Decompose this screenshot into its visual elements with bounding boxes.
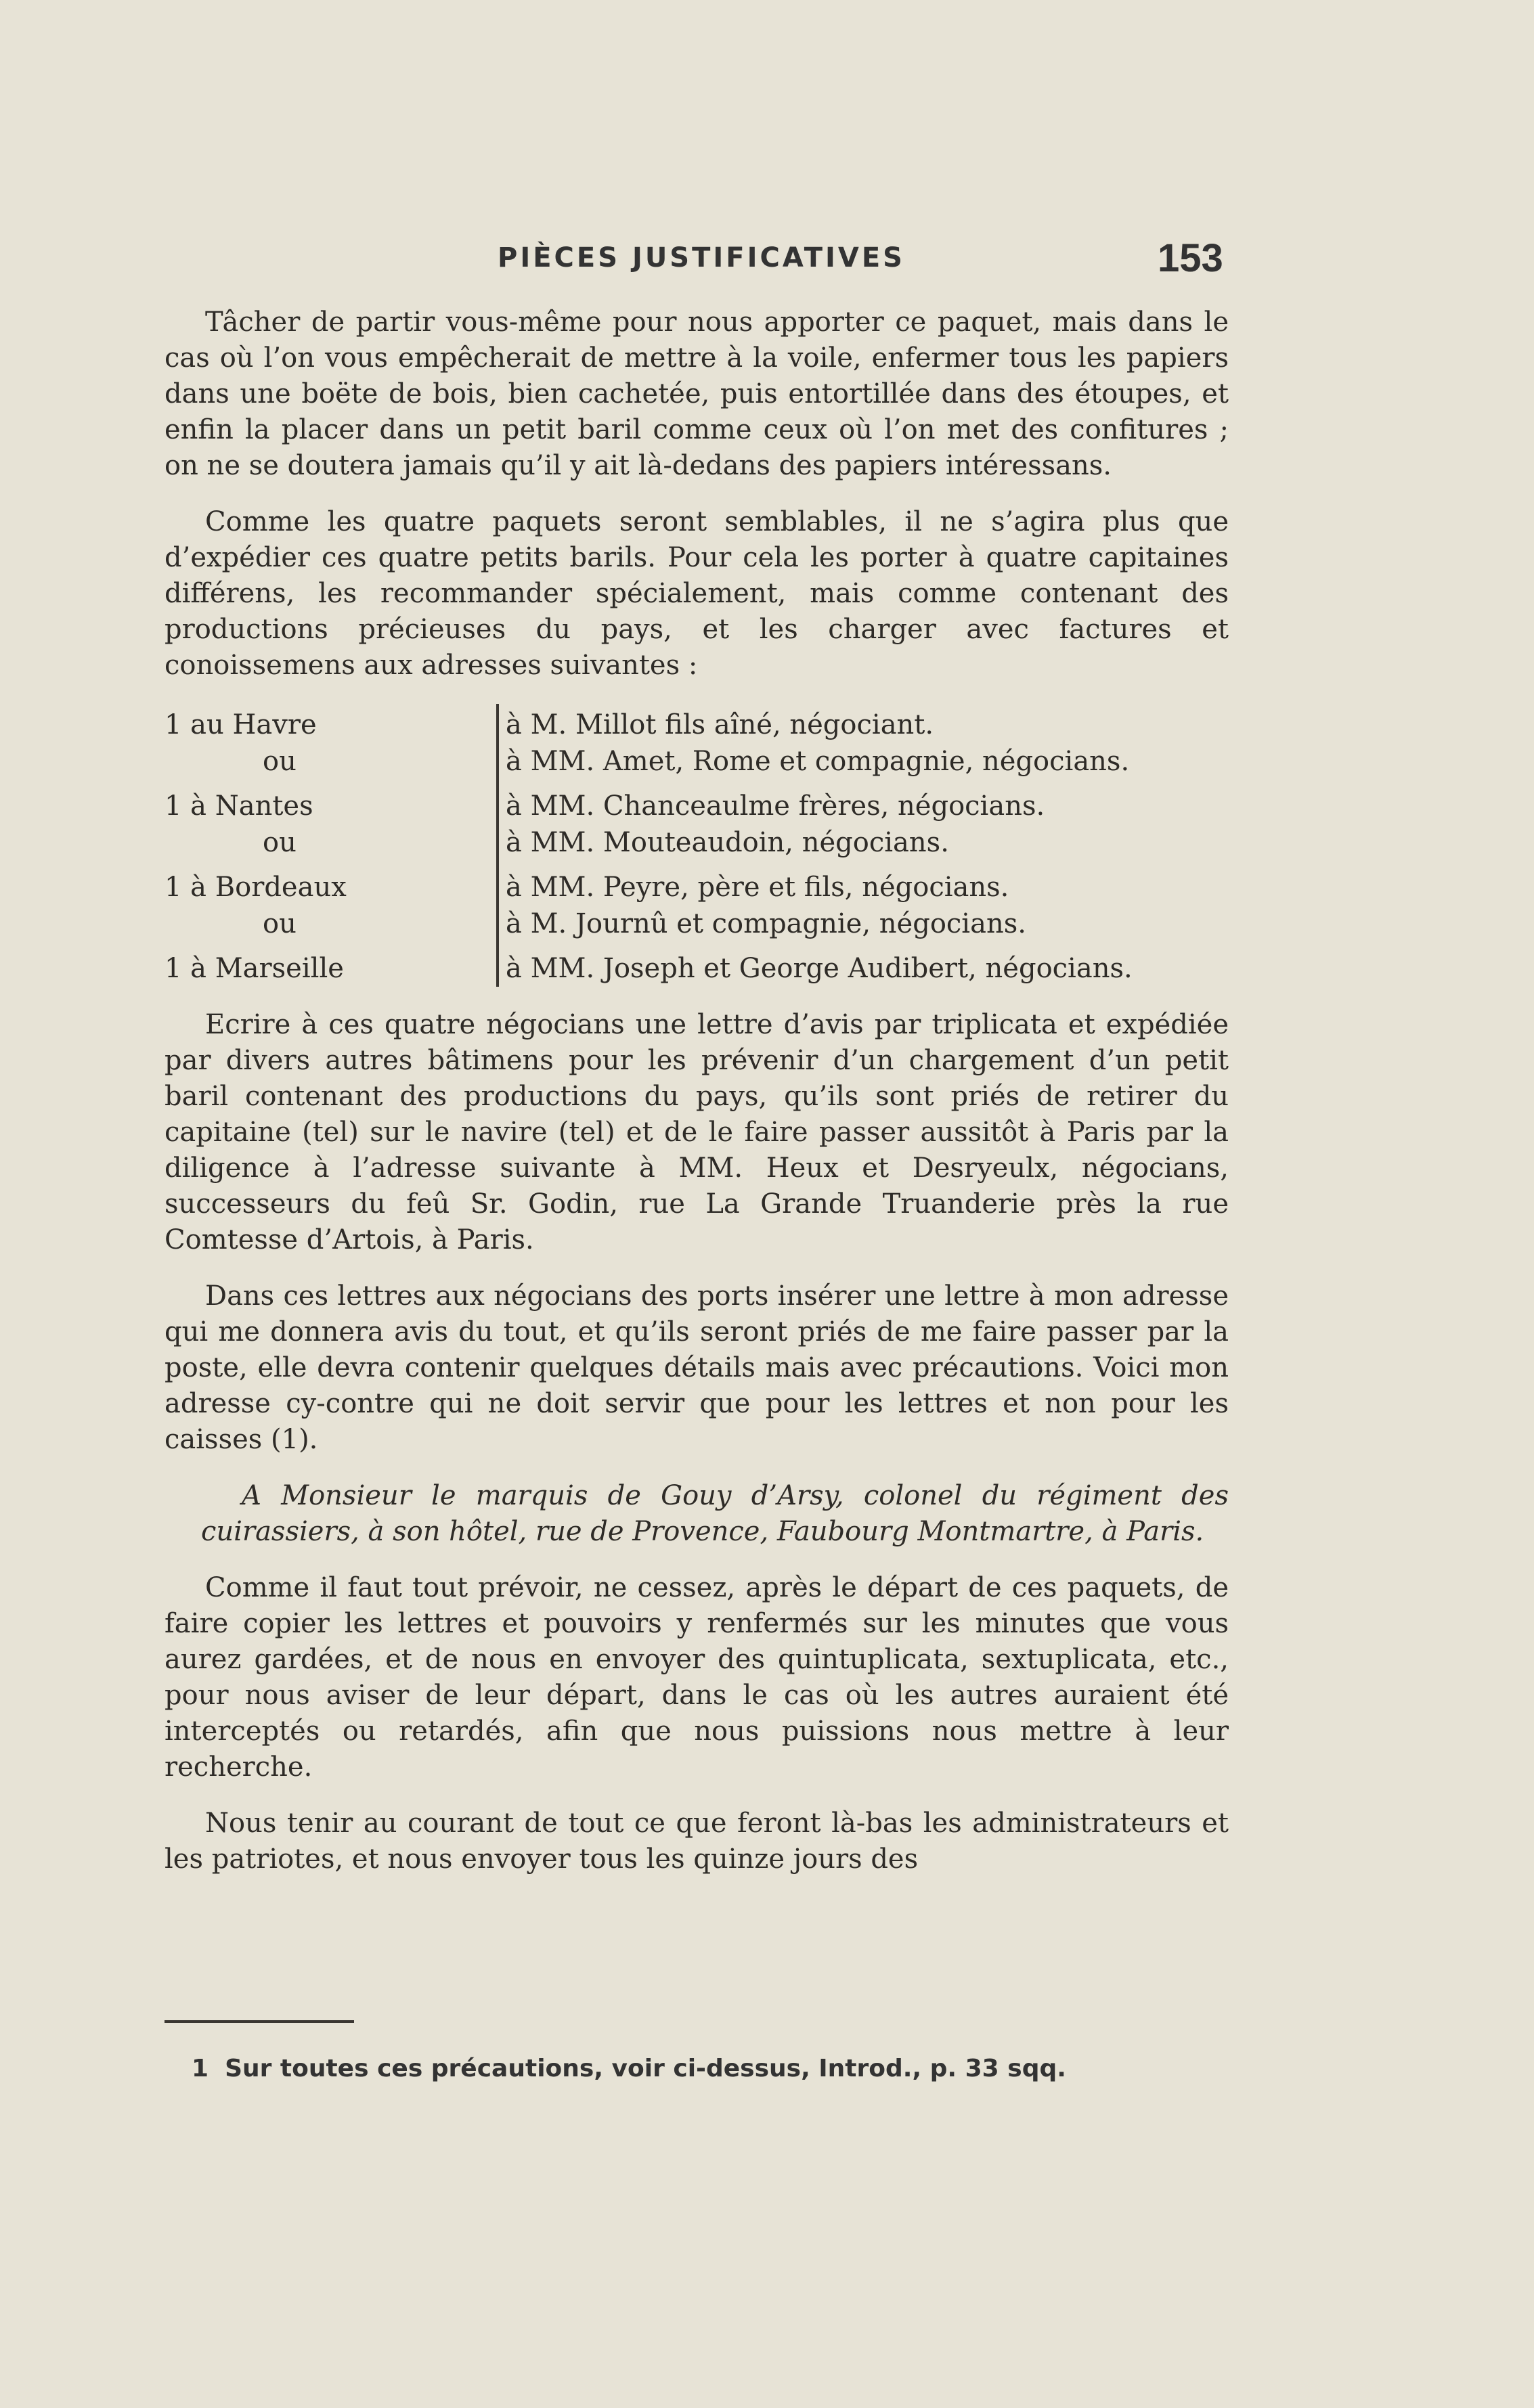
address-city: 1 au Havre bbox=[165, 709, 317, 740]
address-row bbox=[165, 866, 1133, 906]
address-dest: à MM. Mouteaudoin, négocians. bbox=[498, 824, 1133, 866]
page-number: 153 bbox=[1158, 236, 1223, 280]
paragraph: Dans ces lettres aux négocians des ports insérer une lettre à mon adresse qui me donnera avis du tout, et qu’ils seront priés de me faire passer par la poste, elle devra contenir quelques détails mais avec précautions. Voici mon adresse cy-contre qui ne doit servir que pour les lettres et non pour les caisses (1). bbox=[165, 1280, 1229, 1455]
address-city: ou bbox=[263, 827, 297, 858]
address-dest: à MM. Chanceaulme frères, négocians. bbox=[498, 785, 1133, 824]
address-row bbox=[165, 743, 1133, 785]
address-row bbox=[165, 824, 1133, 866]
paragraph: Comme il faut tout prévoir, ne cessez, après le départ de ces paquets, de faire copier les lettres et pouvoirs y renfermés sur les minutes que vous aurez gardées, et de nous en envoyer des quintuplicata, sextuplicata, etc., pour nous aviser de leur départ, dans le cas où les autres auraient été interceptés ou retardés, afin que nous puissions nous mettre à leur recherche. bbox=[165, 1572, 1229, 1783]
footnote-text: Sur toutes ces précautions, voir ci-dessus, Introd., p. 33 sqq. bbox=[225, 2055, 1066, 2082]
address-row bbox=[165, 785, 1133, 824]
address-city: 1 à Marseille bbox=[165, 953, 344, 984]
running-header bbox=[0, 236, 1534, 283]
address-dest: à M. Millot fils aîné, négociant. bbox=[498, 704, 1133, 743]
address-dest: à MM. Amet, Rome et compagnie, négocians. bbox=[498, 743, 1133, 785]
address-row bbox=[165, 947, 1133, 987]
address-city: 1 à Nantes bbox=[165, 790, 313, 822]
address-dest: à M. Journû et compagnie, négocians. bbox=[498, 906, 1133, 947]
paragraph: Nous tenir au courant de tout ce que feront là-bas les administrateurs et les patriotes, et nous envoyer tous les quinze jours des bbox=[165, 1808, 1229, 1875]
address-table bbox=[165, 704, 1133, 987]
body-text bbox=[165, 305, 1229, 1898]
paragraph: Comme les quatre paquets seront semblables, il ne s’agira plus que d’expédier ces quatre petits barils. Pour cela les porter à quatre capitaines différens, les recommander spécialement, mais comme contenant des productions précieuses du pays, et les charger avec factures et conoissemens aux adresses suivantes : bbox=[165, 506, 1229, 681]
header-title: PIÈCES JUSTIFICATIVES bbox=[498, 242, 905, 273]
address-dest: à MM. Joseph et George Audibert, négocians. bbox=[498, 947, 1133, 987]
footnote bbox=[192, 2055, 1227, 2082]
paragraph: Tâcher de partir vous-même pour nous apporter ce paquet, mais dans le cas où l’on vous empêcherait de mettre à la voile, enfermer tous les papiers dans une boëte de bois, bien cachetée, puis entortillée dans des étoupes, et enfin la placer dans un petit baril comme ceux où l’on met des confitures ; on ne se doutera jamais qu’il y ait là-dedans des papiers intéressans. bbox=[165, 307, 1229, 481]
italic-address: A Monsieur le marquis de Gouy d’Arsy, colonel du régiment des cuirassiers, à son hôtel, rue de Provence, Faubourg Montmartre, à Paris. bbox=[201, 1480, 1229, 1547]
address-city: 1 à Bordeaux bbox=[165, 872, 347, 903]
paragraph: Ecrire à ces quatre négocians une lettre d’avis par triplicata et expédiée par divers autres bâtimens pour les prévenir d’un chargement d’un petit baril contenant des productions du pays, qu’ils sont priés de retirer du capitaine (tel) sur le navire (tel) et de le faire passer aussitôt à Paris par la diligence à l’adresse suivante à MM. Heux et Desryeulx, négocians, successeurs du feû Sr. Godin, rue La Grande Truanderie près la rue Comtesse d’Artois, à Paris. bbox=[165, 1009, 1229, 1255]
footnote-divider bbox=[165, 2020, 354, 2023]
address-city: ou bbox=[263, 908, 297, 939]
address-city: ou bbox=[263, 746, 297, 777]
address-row bbox=[165, 704, 1133, 743]
footnote-number: 1 bbox=[192, 2055, 209, 2082]
address-row bbox=[165, 906, 1133, 947]
address-dest: à MM. Peyre, père et fils, négocians. bbox=[498, 866, 1133, 906]
